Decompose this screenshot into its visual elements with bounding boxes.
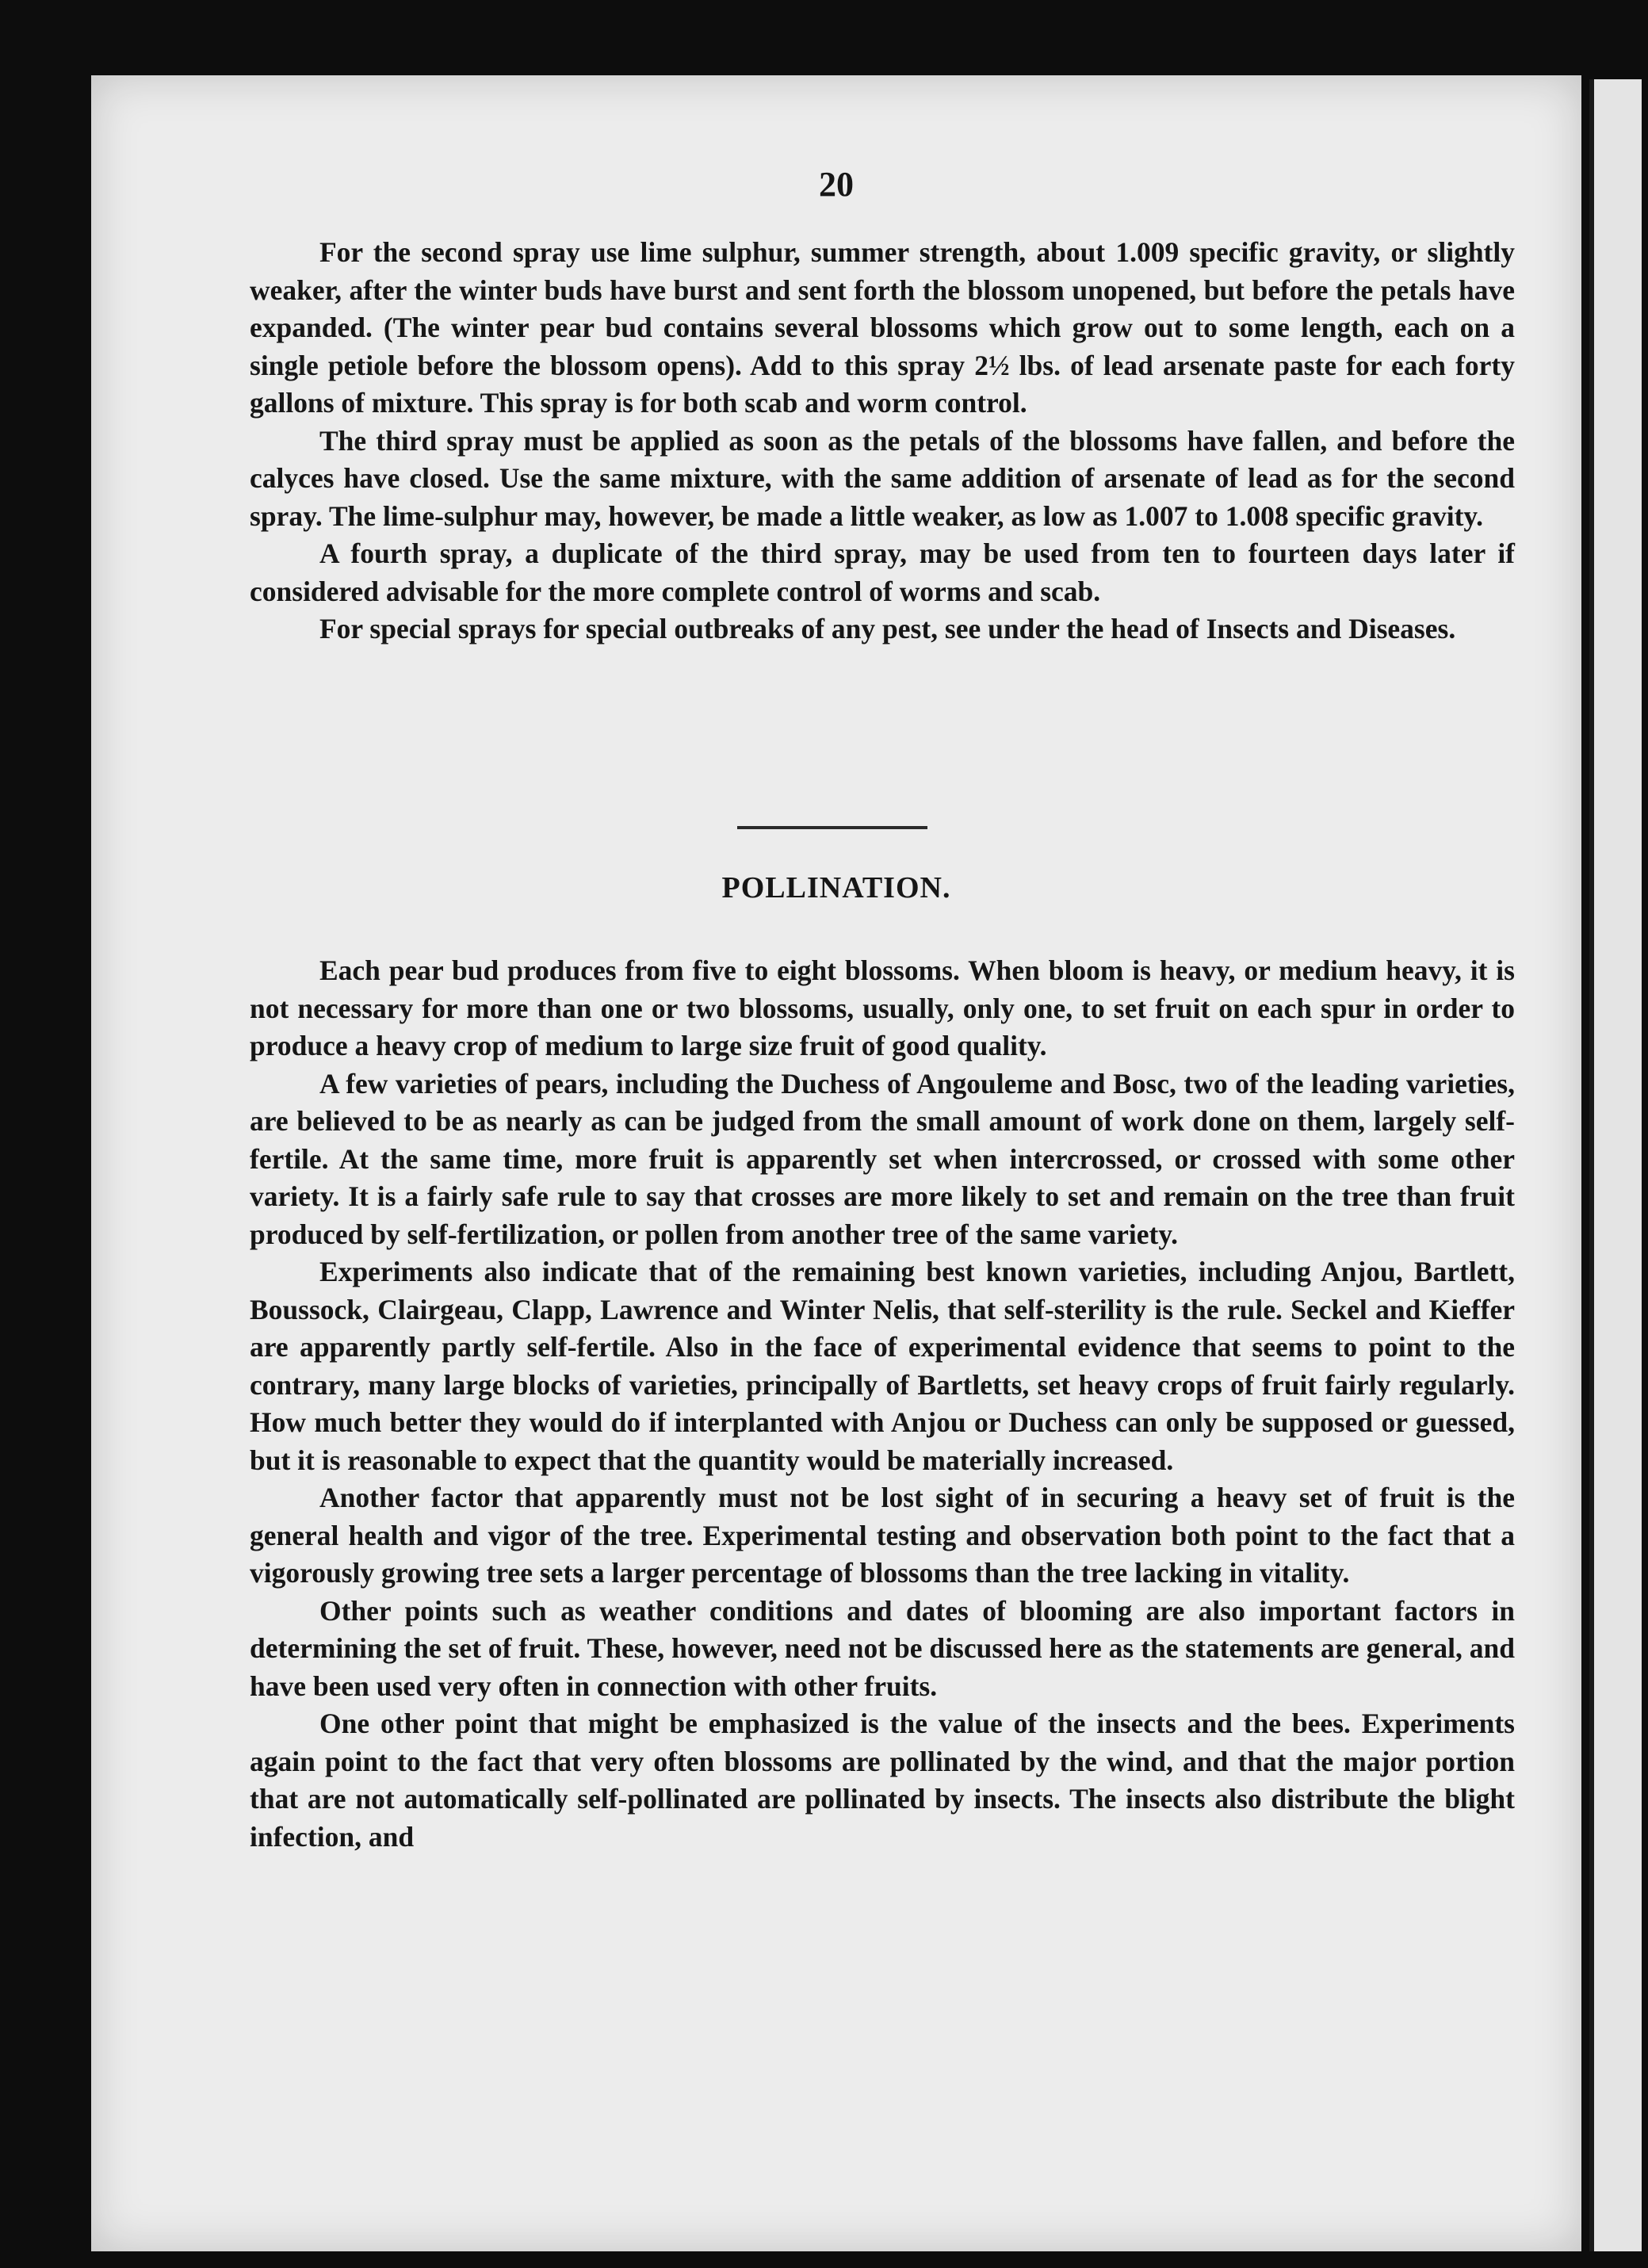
- paragraph-self-fertile-varieties: A few varieties of pears, including the Duchess of Angouleme and Bosc, two of the leading varieties, are believed to be as nearly as can be judged from the small amount of work done on them, largely self-fertile. At the same time, more fruit is apparently set when intercrossed, or crossed with some other variety. It is a fairly safe rule to say that crosses are more likely to set and remain on the tree than fruit produced by self-fertilization, or pollen from another tree of the same variety.: [250, 1067, 1515, 1250]
- paragraph-insects-and-bees: One other point that might be emphasized is the value of the insects and the bees. Experiments again point to the fact that very often blossoms are pollinated by the wind, and that the major portion that are not automatically self-pollinated are pollinated by insects. The insects also distribute the blight infection, and: [250, 1708, 1515, 1853]
- paragraph-special-sprays: For special sprays for special outbreaks of any pest, see under the head of Insects and Diseases.: [319, 613, 1456, 644]
- document-page: [91, 75, 1581, 2251]
- section-heading: POLLINATION.: [721, 871, 951, 905]
- paragraph-weather-conditions: Other points such as weather conditions and dates of blooming are also important factors in determining the set of fruit. These, however, need not be discussed here as the statements are general, and have been used very often in connection with other fruits.: [250, 1594, 1515, 1702]
- paragraph-self-sterility: Experiments also indicate that of the remaining best known varieties, including Anjou, Bartlett, Boussock, Clairgeau, Clapp, Lawrence and Winter Nelis, that self-sterility is the rule. Seckel and Kieffer are apparently partly self-fertile. Also in the face of experimental evidence that seems to point to the contrary, many large blocks of varieties, principally of Bartletts, set heavy crops of fruit fairly regularly. How much better they would do if interplanted with Anjou or Duchess can only be supposed or guessed, but it is reasonable to expect that the quantity would be materially increased.: [250, 1256, 1515, 1476]
- paragraph-third-spray: The third spray must be applied as soon as the petals of the blossoms have fallen, and before the calyces have closed. Use the same mixture, with the same addition of arsenate of lead as for the second spray. The lime-sulphur may, however, be made a little weaker, as low as 1.007 to 1.008 specific gravity.: [250, 424, 1515, 532]
- adjacent-page-edge: [1589, 79, 1642, 2251]
- paragraph-fourth-spray: A fourth spray, a duplicate of the third spray, may be used from ten to fourteen days later if considered advisable for the more complete control of worms and scab.: [250, 537, 1515, 607]
- section-divider: [737, 826, 927, 829]
- paragraph-second-spray: For the second spray use lime sulphur, summer strength, about 1.009 specific gravity, or slightly weaker, after the winter buds have burst and sent forth the blossom unopened, but before the petals have expanded. (The winter pear bud contains several blossoms which grow out to some length, each on a single petiole before the blossom opens). Add to this spray 2½ lbs. of lead arsenate paste for each forty gallons of mixture. This spray is for both scab and worm control.: [250, 236, 1515, 419]
- paragraph-bud-blossoms: Each pear bud produces from five to eight blossoms. When bloom is heavy, or medium heavy, it is not necessary for more than one or two blossoms, usually, only one, to set fruit on each spur in order to produce a heavy crop of medium to large size fruit of good quality.: [250, 954, 1515, 1061]
- spray-instructions-text: [250, 234, 1515, 648]
- pollination-text: [250, 952, 1515, 1856]
- page-number: 20: [819, 165, 854, 204]
- paragraph-tree-vigor: Another factor that apparently must not be lost sight of in securing a heavy set of fruit is the general health and vigor of the tree. Experimental testing and observation both point to the fact that a vigorously growing tree sets a larger percentage of blossoms than the tree lacking in vitality.: [250, 1482, 1515, 1589]
